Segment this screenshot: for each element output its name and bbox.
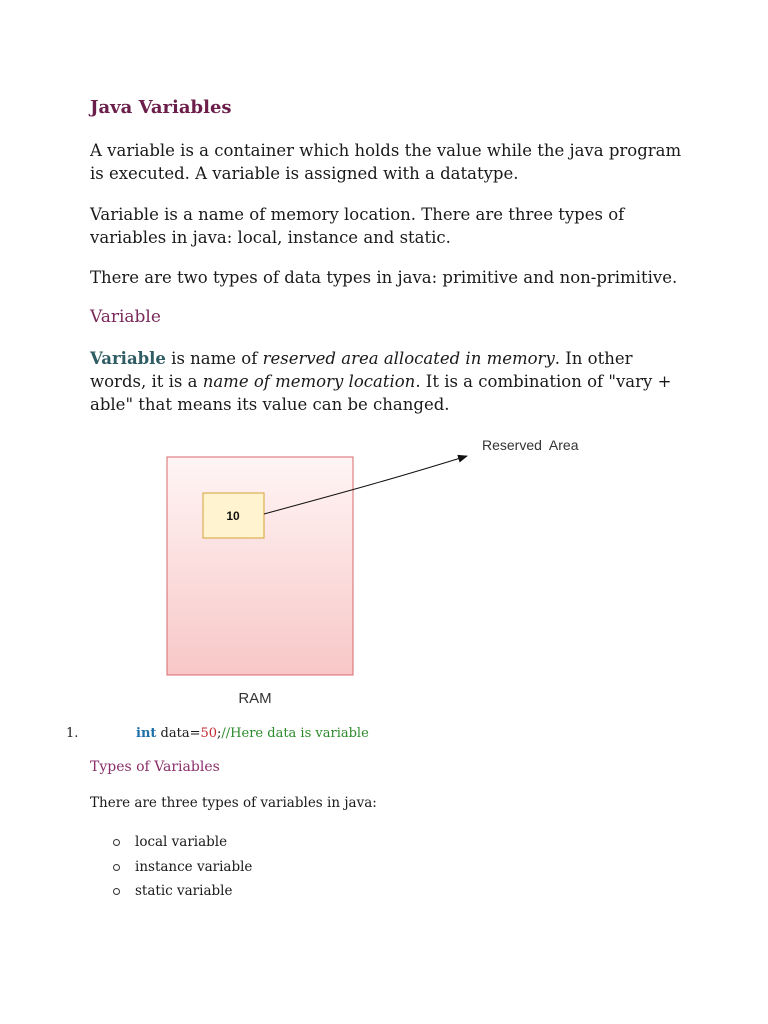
variable-term: Variable xyxy=(90,349,166,368)
code-comment: //Here data is variable xyxy=(221,726,369,741)
intro-paragraph-2: Variable is a name of memory location. There are three types of variables in java: local, instance and static. xyxy=(90,205,625,247)
ram-block xyxy=(167,457,353,675)
types-intro: There are three types of variables in java: xyxy=(90,795,377,811)
circle-bullet-icon xyxy=(113,839,120,846)
circle-bullet-icon xyxy=(113,888,120,895)
intro-paragraph-1: A variable is a container which holds the value while the java program is executed. A variable is assigned with a datatype. xyxy=(90,141,682,183)
variable-types-list xyxy=(110,832,252,906)
definition-emphasis-1: reserved area allocated in memory xyxy=(262,349,555,368)
list-item: static variable xyxy=(110,881,252,906)
page-title: Java Variables xyxy=(90,97,232,118)
code-statement xyxy=(136,726,369,741)
memory-cell-value: 10 xyxy=(226,509,240,523)
circle-bullet-icon xyxy=(113,864,120,871)
definition-text-2: . In other words, it is a xyxy=(90,349,633,391)
definition-text-3: . It is a combination of "vary + able" that means its value can be changed. xyxy=(90,372,672,414)
code-number: 50 xyxy=(200,726,218,741)
code-semicolon: ; xyxy=(217,726,222,741)
intro-paragraph-3: There are two types of data types in java: primitive and non-primitive. xyxy=(90,268,678,287)
types-heading: Types of Variables xyxy=(90,759,220,775)
list-item: instance variable xyxy=(110,857,252,882)
reserved-area-label: Reserved Area xyxy=(482,437,579,453)
list-item: local variable xyxy=(110,832,252,857)
definition-text-1: is name of xyxy=(165,349,263,368)
ram-label: RAM xyxy=(238,690,272,707)
code-identifier: data= xyxy=(156,726,201,741)
code-line-number: 1. xyxy=(66,726,79,741)
variable-heading: Variable xyxy=(90,307,161,327)
definition-emphasis-2: name of memory location xyxy=(202,372,416,391)
code-keyword: int xyxy=(136,726,157,741)
